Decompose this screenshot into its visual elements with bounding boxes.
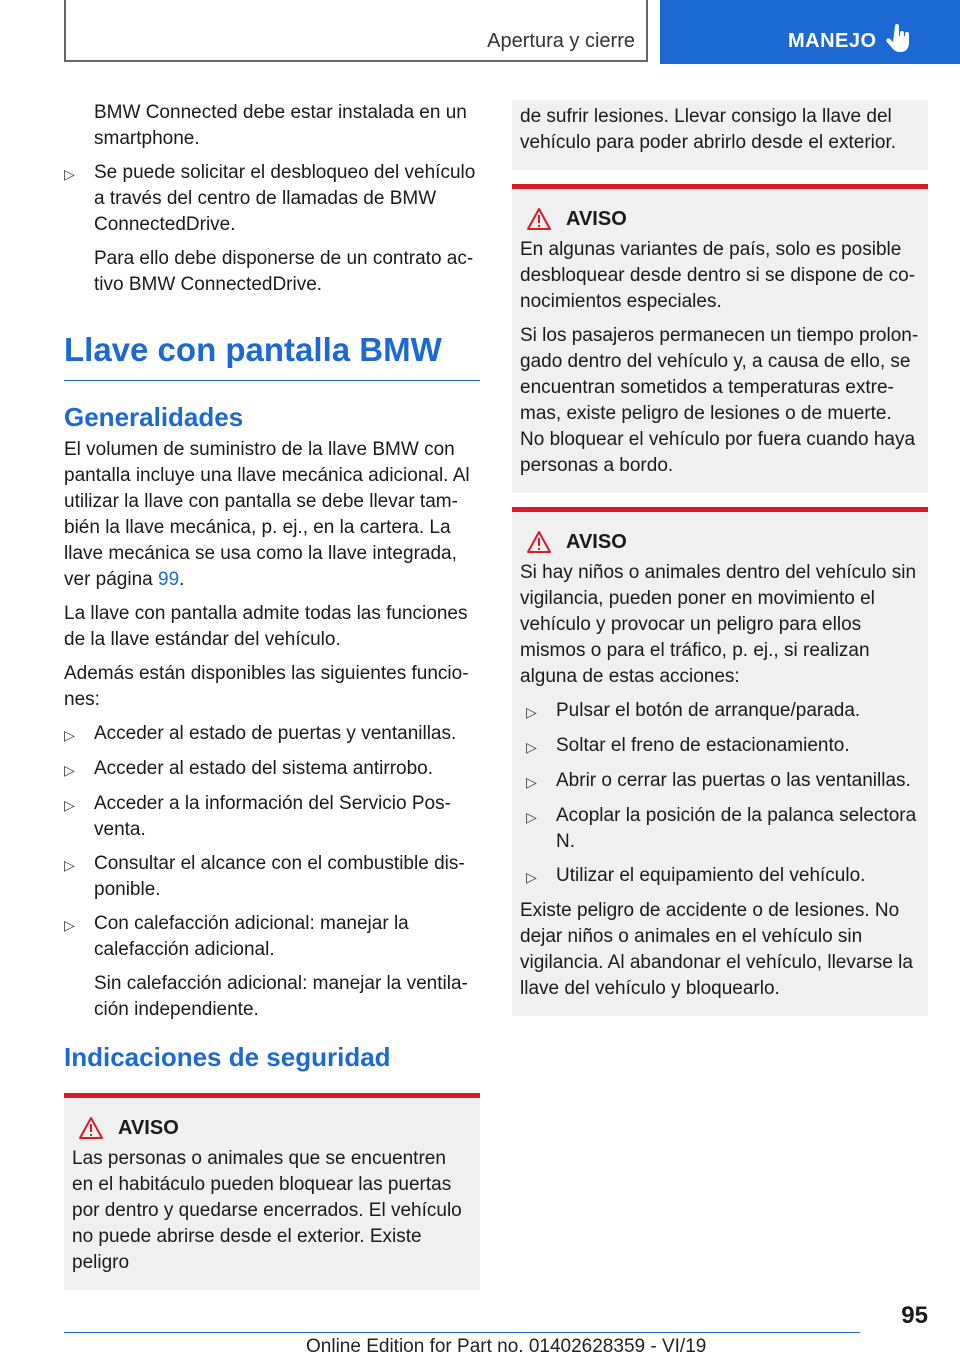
header-tab-manejo[interactable] — [660, 0, 960, 64]
bullet-triangle-icon: ▷ — [526, 704, 537, 720]
subsection-title-safety: Indicaciones de seguridad — [64, 1042, 391, 1072]
warning-box-1 — [64, 1093, 480, 1290]
warning-triangle-icon — [78, 1116, 104, 1140]
warning-text: Existe peligro de accidente o de lesiones. No dejar niños o animales en el vehículo sin vigilancia. Al abandonar el vehículo, llevarse la llave del vehículo y bloquearlo. — [520, 900, 913, 999]
warning-triangle-icon — [526, 207, 552, 231]
warning-title: AVISO — [566, 530, 627, 553]
left-column — [64, 100, 480, 1290]
list-item: ▷ Abrir o cerrar las puertas o las ventanillas. — [520, 768, 920, 795]
warning-box-3 — [512, 507, 928, 1016]
warning-title: AVISO — [118, 1116, 179, 1139]
bullet-triangle-icon: ▷ — [64, 917, 75, 933]
list-item: ▷ Acceder a la información del Servicio Posventa. — [64, 791, 480, 843]
bullet-triangle-icon: ▷ — [64, 857, 75, 873]
list-item: ▷ Utilizar el equipamiento del vehículo. — [520, 863, 920, 890]
list-item: ▷ Con calefacción adicional: manejar la calefacción adicional. — [64, 911, 480, 963]
warning-triangle-icon — [526, 530, 552, 554]
bullet-triangle-icon: ▷ — [526, 809, 537, 825]
warning-box-1-continued — [512, 100, 928, 170]
list-item: ▷ Acceder al estado del sistema antirrobo. — [64, 756, 480, 783]
section-title-display-key: Llave con pantalla BMW — [64, 328, 480, 381]
bullet-triangle-icon: ▷ — [526, 869, 537, 885]
warning-header — [72, 1116, 472, 1140]
warning-header — [520, 207, 920, 231]
header-section-title: Apertura y cierre — [487, 30, 635, 52]
list-item: ▷ Acceder al estado de puertas y ventanillas. — [64, 721, 480, 748]
page-number: 95 — [901, 1302, 928, 1329]
list-item: ▷ Se puede solicitar el desbloqueo del vehículo a través del centro de llamadas de BMW ConnectedDrive. — [64, 160, 480, 238]
bullet-triangle-icon: ▷ — [526, 739, 537, 755]
warning-box-2 — [512, 184, 928, 493]
warning-text: de sufrir lesiones. Llevar consigo la llave del vehículo para poder abrirlo desde el exterior. — [520, 106, 897, 153]
footer-divider — [64, 1332, 860, 1333]
warning-text: En algunas variantes de país, solo es posible desbloquear desde dentro si se dispone de conocimientos especiales. — [520, 239, 916, 312]
warning-text: Las personas o animales que se encuentren en el habitáculo pueden bloquear las puertas por dentro y quedarse encerrados. El vehículo no puede abrirse desde el exterior. Existe peligro — [72, 1148, 462, 1273]
general-paragraph-2: La llave con pantalla admite todas las funciones de la llave estándar del vehículo. — [64, 603, 468, 650]
subsection-title-general: Generalidades — [64, 402, 244, 432]
page-link-99[interactable]: 99 — [158, 569, 180, 590]
footer-edition: Online Edition for Part no. 01402628359 - VI/19 — [306, 1336, 707, 1357]
list-item: ▷ Pulsar el botón de arranque/parada. — [520, 698, 920, 725]
bullet-triangle-icon: ▷ — [64, 166, 75, 182]
hand-pointer-icon — [886, 24, 912, 54]
header-tab-label: MANEJO — [788, 30, 877, 52]
intro-bullet-note: Para ello debe disponerse de un contrato activo BMW ConnectedDrive. — [94, 248, 474, 295]
intro-continuation: BMW Connected debe estar instalada en un smartphone. — [94, 102, 467, 149]
warning-title: AVISO — [566, 207, 627, 230]
bullet-triangle-icon: ▷ — [64, 727, 75, 743]
functions-note: Sin calefacción adicional: manejar la ventilación independiente. — [94, 973, 468, 1020]
bullet-triangle-icon: ▷ — [64, 797, 75, 813]
warning-text: Si los pasajeros permanecen un tiempo prolongado dentro del vehículo y, a causa de ello, se encuentran sometidos a temperaturas extremas, existe peligro de lesiones o de muerte. No bloquear el vehículo por fuera cuando haya personas a bordo. — [520, 325, 919, 476]
warning-text: Si hay niños o animales dentro del vehículo sin vigilancia, pueden poner en movimiento el vehículo y provocar un peligro para ellos mismos o para el tráfico, p. ej., si realizan alguna de estas acciones: — [520, 562, 917, 687]
list-item: ▷ Acoplar la posición de la palanca selectora N. — [520, 803, 920, 855]
bullet-triangle-icon: ▷ — [64, 762, 75, 778]
general-paragraph-1: El volumen de suministro de la llave BMW con pantalla incluye una llave mecánica adicional. Al utilizar la llave con pantalla se debe llevar también la llave mecánica, p. ej., en la cartera. La llave mecánica se usa como la llave integrada, ver página 99. — [64, 439, 470, 590]
bullet-triangle-icon: ▷ — [526, 774, 537, 790]
general-paragraph-3: Además están disponibles las siguientes funciones: — [64, 663, 469, 710]
warning-header — [520, 530, 920, 554]
list-item: ▷ Soltar el freno de estacionamiento. — [520, 733, 920, 760]
list-item: ▷ Consultar el alcance con el combustible disponible. — [64, 851, 480, 903]
right-column — [512, 100, 928, 1016]
